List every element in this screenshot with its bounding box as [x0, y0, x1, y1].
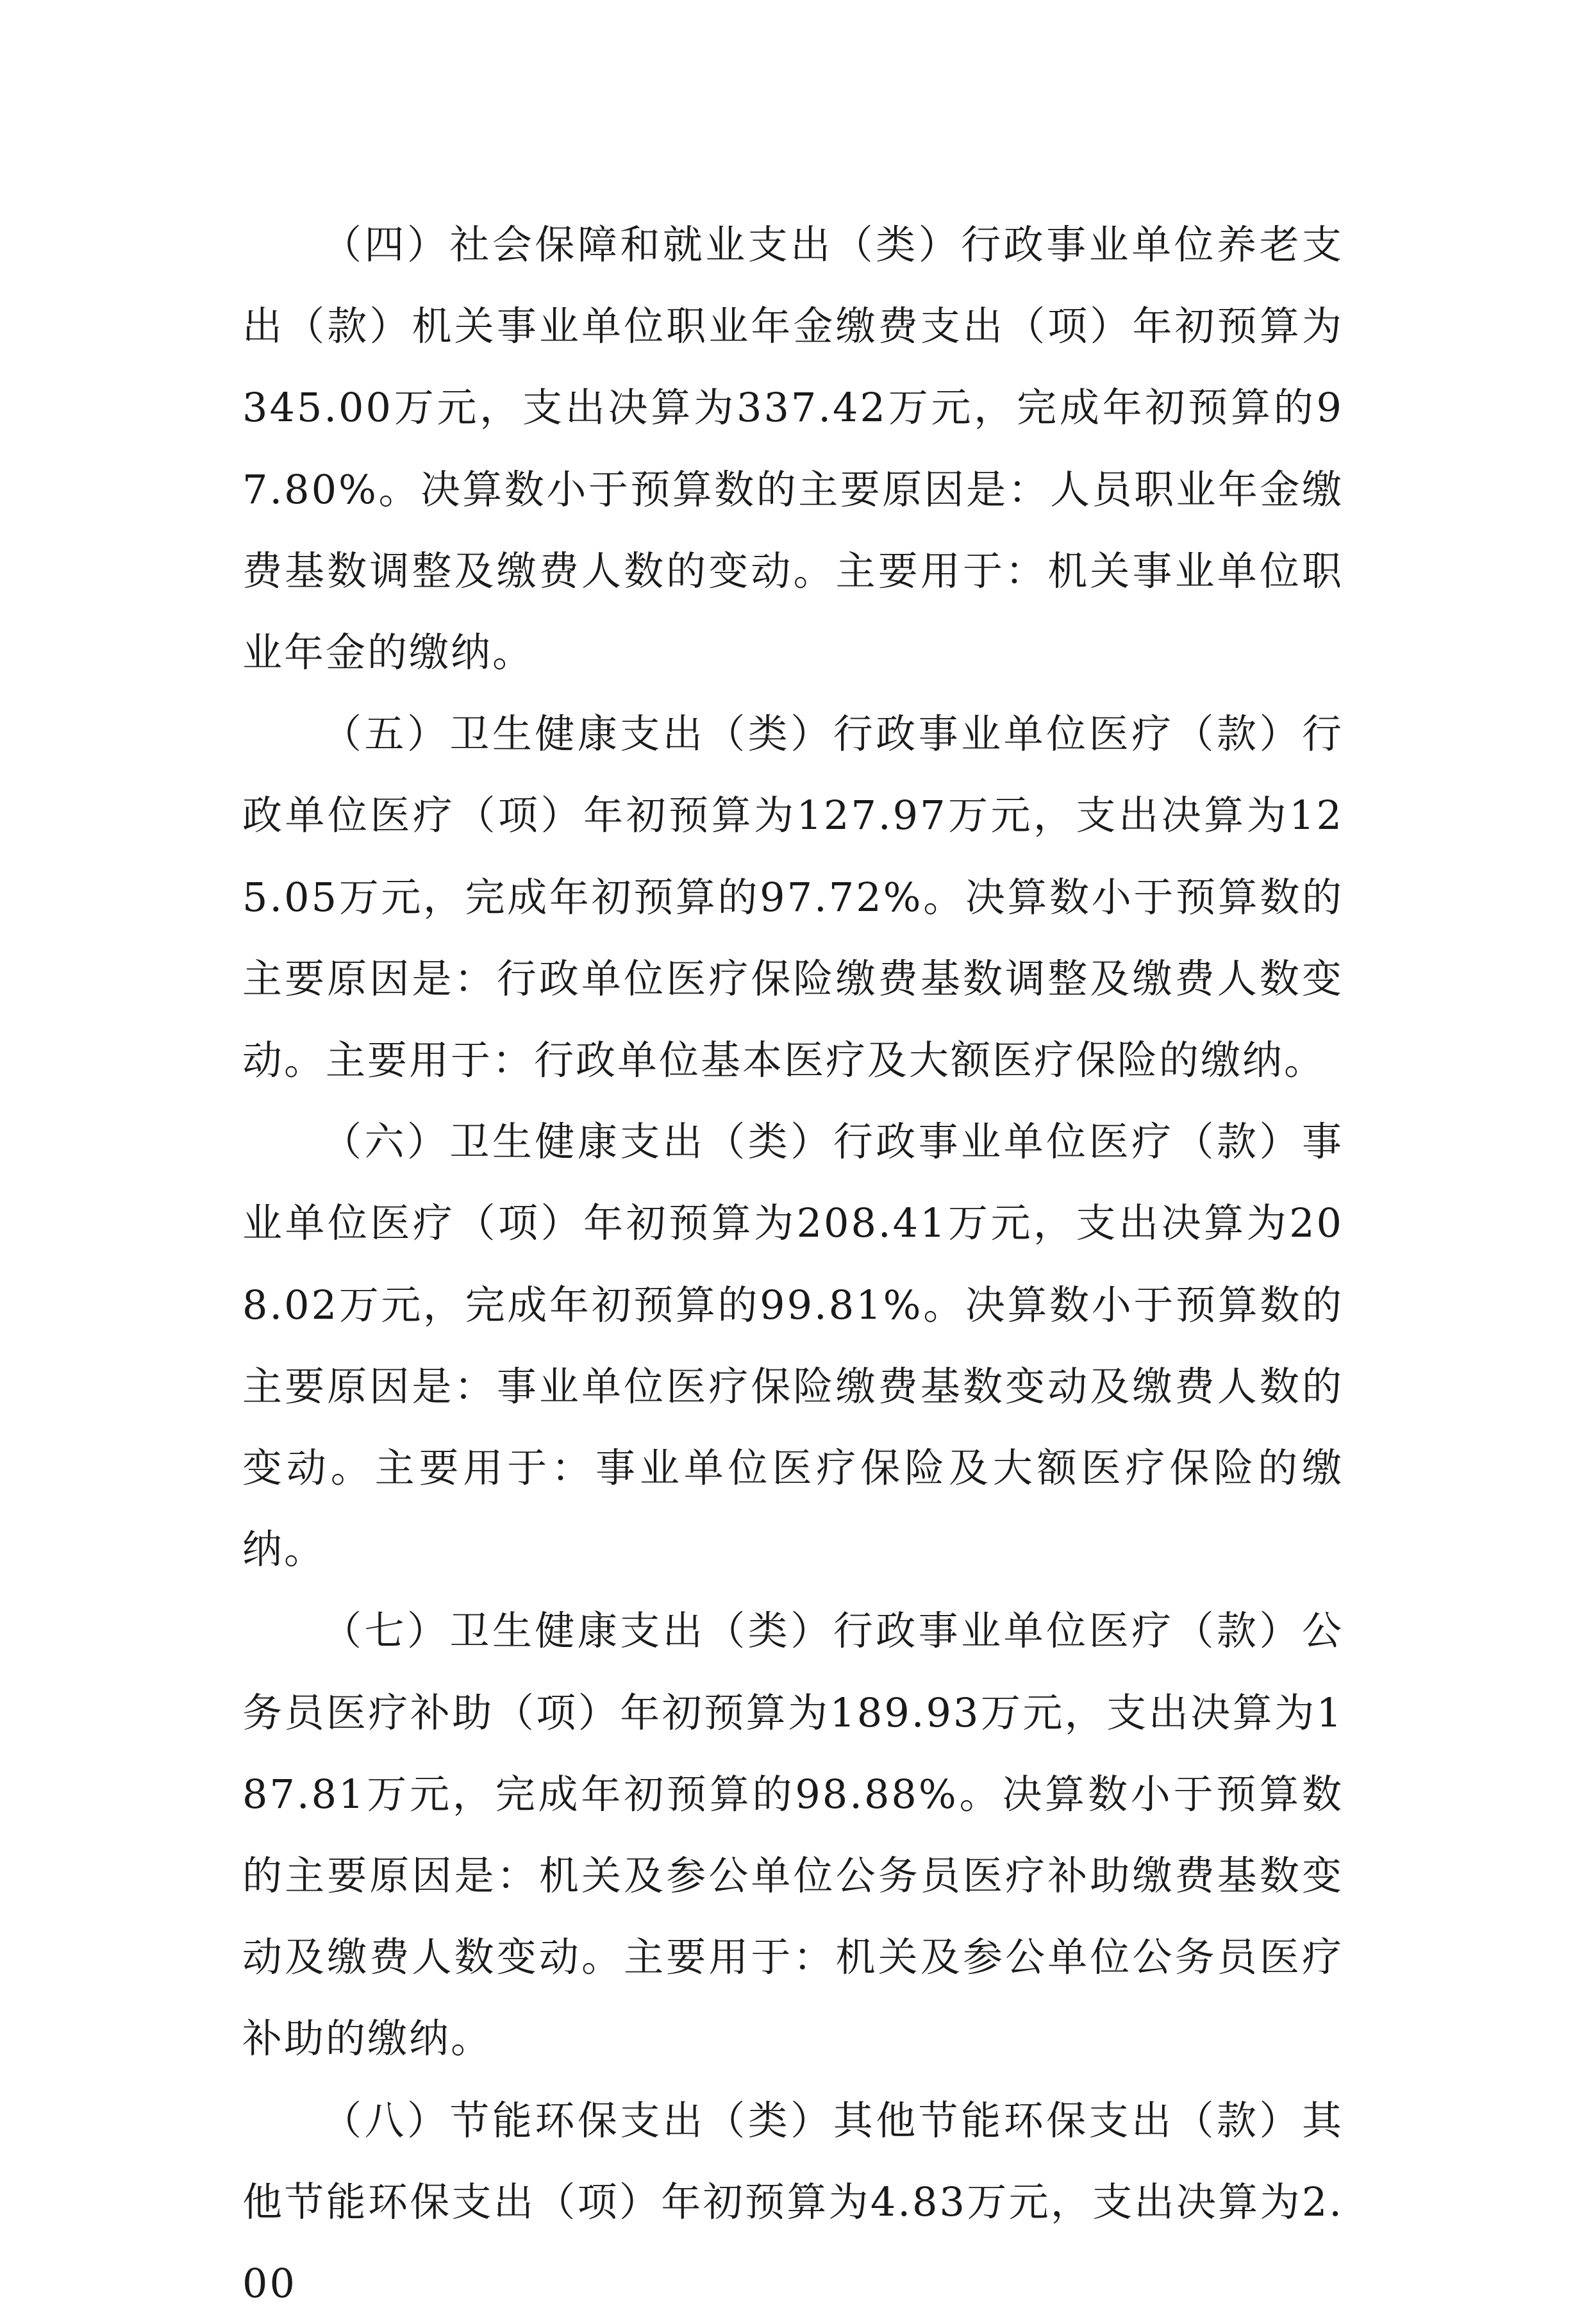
document-body [242, 204, 1344, 2324]
paragraph-social-security-annuity: （四）社会保障和就业支出（类）行政事业单位养老支出（款）机关事业单位职业年金缴费支出（项）年初预算为345.00万元，支出决算为337.42万元，完成年初预算的97.80%。决算数小于预算数的主要原因是：人员职业年金缴费基数调整及缴费人数的变动。主要用于：机关事业单位职业年金的缴纳。 [242, 221, 1344, 676]
paragraph-public-institution-medical: （六）卫生健康支出（类）行政事业单位医疗（款）事业单位医疗（项）年初预算为208.41万元，支出决算为208.02万元，完成年初预算的99.81%。决算数小于预算数的主要原因是：事业单位医疗保险缴费基数变动及缴费人数的变动。主要用于：事业单位医疗保险及大额医疗保险的缴纳。 [242, 1118, 1344, 1573]
paragraph-admin-unit-medical: （五）卫生健康支出（类）行政事业单位医疗（款）行政单位医疗（项）年初预算为127.97万元，支出决算为125.05万元，完成年初预算的97.72%。决算数小于预算数的主要原因是：行政单位医疗保险缴费基数调整及缴费人数变动。主要用于：行政单位基本医疗及大额医疗保险的缴纳。 [242, 710, 1344, 1084]
paragraph-civil-servant-medical-subsidy: （七）卫生健康支出（类）行政事业单位医疗（款）公务员医疗补助（项）年初预算为189.93万元，支出决算为187.81万元，完成年初预算的98.88%。决算数小于预算数的主要原因是：机关及参公单位公务员医疗补助缴费基数变动及缴费人数变动。主要用于：机关及参公单位公务员医疗补助的缴纳。 [242, 1607, 1344, 2062]
paragraph-energy-environment: （八）节能环保支出（类）其他节能环保支出（款）其他节能环保支出（项）年初预算为4.83万元，支出决算为2.00 [242, 2096, 1344, 2307]
